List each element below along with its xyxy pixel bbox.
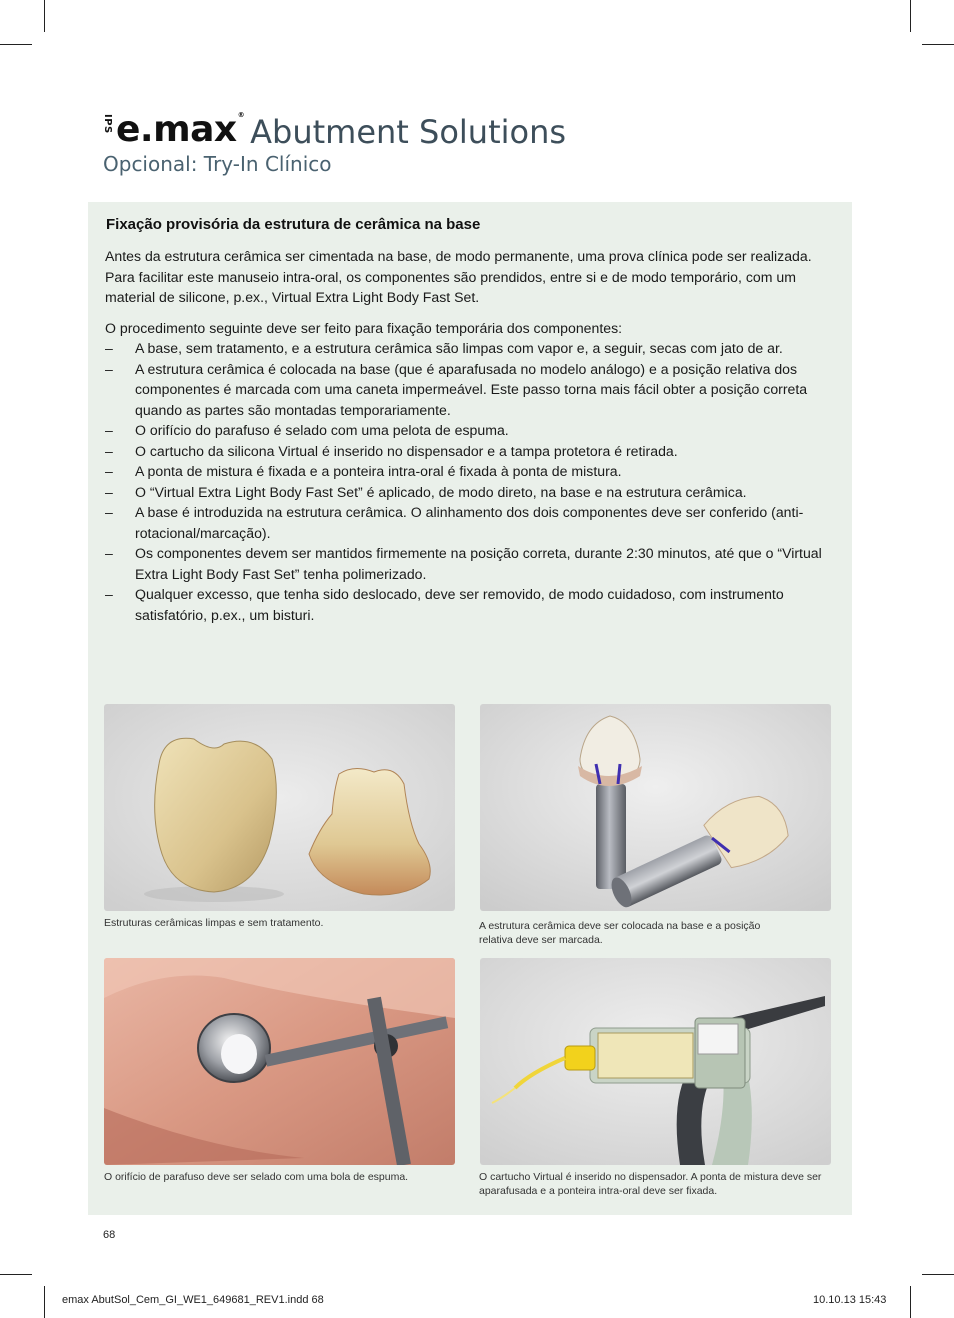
section-body — [105, 246, 827, 625]
page-title: Abutment Solutions — [250, 113, 567, 151]
abutment-marking-image — [480, 704, 831, 911]
step-text: A base, sem tratamento, e a estrutura cerâmica são limpas com vapor e, a seguir, secas com jato de ar. — [135, 340, 783, 356]
crop-mark — [44, 1286, 45, 1318]
crop-mark — [0, 44, 32, 45]
page-subtitle: Opcional: Try-In Clínico — [103, 152, 332, 176]
registered-mark: ® — [237, 111, 245, 119]
caption-line: O cartucho Virtual é inserido no dispensador. A ponta de mistura deve ser — [479, 1171, 822, 1183]
step-text: A base é introduzida na estrutura cerâmica. O alinhamento dos dois componentes deve ser conferido (anti-rotacional/marcação). — [135, 504, 804, 541]
crop-mark — [0, 1274, 32, 1275]
dash-bullet: – — [105, 463, 113, 479]
step-text: O “Virtual Extra Light Body Fast Set” é aplicado, de modo direto, na base e na estrutura cerâmica. — [135, 483, 747, 500]
procedure-intro: O procedimento seguinte deve ser feito para fixação temporária dos componentes: — [105, 319, 623, 336]
brand-name: e.max — [116, 109, 237, 150]
section-title: Fixação provisória da estrutura de cerâmica na base — [106, 216, 481, 233]
dash-bullet: – — [105, 360, 113, 377]
dash-bullet: – — [105, 504, 113, 520]
page-number: 68 — [103, 1229, 116, 1241]
dash-bullet: – — [105, 442, 113, 459]
file-info: emax AbutSol_Cem_GI_WE1_649681_REV1.indd 68 — [62, 1294, 324, 1306]
step-text: O orifício do parafuso é selado com uma pelota de espuma. — [135, 422, 509, 438]
photo-screw-hole — [104, 958, 455, 1165]
screw-hole-image — [104, 958, 455, 1165]
crop-mark — [910, 1286, 911, 1318]
brand-logo — [116, 109, 248, 150]
step-text: Qualquer excesso, que tenha sido deslocado, deve ser removido, de modo cuidadoso, com instrumento satisfatório, p.ex., um bisturi. — [135, 586, 784, 623]
list-item — [105, 502, 827, 543]
list-item — [105, 420, 827, 441]
procedure-steps — [105, 338, 827, 625]
step-text: A ponta de mistura é fixada e a ponteira intra-oral é fixada à ponta de mistura. — [135, 463, 622, 479]
dash-bullet: – — [105, 340, 113, 356]
dash-bullet: – — [105, 422, 113, 438]
step-text: A estrutura cerâmica é colocada na base (que é aparafusada no modelo análogo) e a posição relativa dos componentes é marcada com uma caneta impermeável. Este passo torna mais fácil obter a posição correta quando as partes são montadas temporariamente. — [135, 360, 808, 418]
ceramic-crowns-image — [104, 704, 455, 911]
crop-mark — [922, 44, 954, 45]
step-text: O cartucho da silicona Virtual é inserido no dispensador e a tampa protetora é retirada. — [135, 442, 678, 459]
dash-bullet: – — [105, 586, 113, 602]
caption-ceramic-structures: Estruturas cerâmicas limpas e sem tratamento. — [104, 917, 324, 929]
photo-marked-position — [480, 704, 831, 911]
crop-mark — [922, 1274, 954, 1275]
photo-ceramic-structures — [104, 704, 455, 911]
intro-paragraph: Antes da estrutura cerâmica ser cimentada na base, de modo permanente, uma prova clínica pode ser realizada. Para facilitar este manuseio intra-oral, os componentes são prendidos, entre si e de modo temporário, com um material de silicone, p.ex., Virtual Extra Light Body Fast Set. — [105, 248, 812, 305]
crop-mark — [910, 0, 911, 32]
list-item — [105, 543, 827, 584]
brand-header — [100, 104, 567, 151]
list-item — [105, 359, 827, 421]
caption-line: aparafusada e a ponteira intra-oral deve ser fixada. — [479, 1185, 718, 1197]
dash-bullet: – — [105, 483, 113, 500]
caption-line: A estrutura cerâmica deve ser colocada na base e a posição — [479, 920, 761, 932]
caption-marked-position — [479, 919, 760, 947]
list-item — [105, 338, 827, 359]
step-text: Os componentes devem ser mantidos firmemente na posição correta, durante 2:30 minutos, até que o “Virtual Extra Light Body Fast Set” tenha polimerizado. — [135, 545, 822, 582]
list-item — [105, 482, 827, 503]
list-item — [105, 584, 827, 625]
list-item — [105, 441, 827, 462]
caption-screw-hole: O orifício de parafuso deve ser selado com uma bola de espuma. — [104, 1171, 409, 1183]
photo-dispenser — [480, 958, 831, 1165]
brand-prefix: IPS — [102, 114, 113, 134]
print-timestamp: 10.10.13 15:43 — [813, 1294, 887, 1306]
dispenser-image — [480, 958, 831, 1165]
caption-line: relativa deve ser marcada. — [479, 934, 603, 946]
caption-dispenser — [479, 1170, 821, 1198]
crop-mark — [44, 0, 45, 32]
list-item — [105, 461, 827, 482]
dash-bullet: – — [105, 545, 113, 561]
